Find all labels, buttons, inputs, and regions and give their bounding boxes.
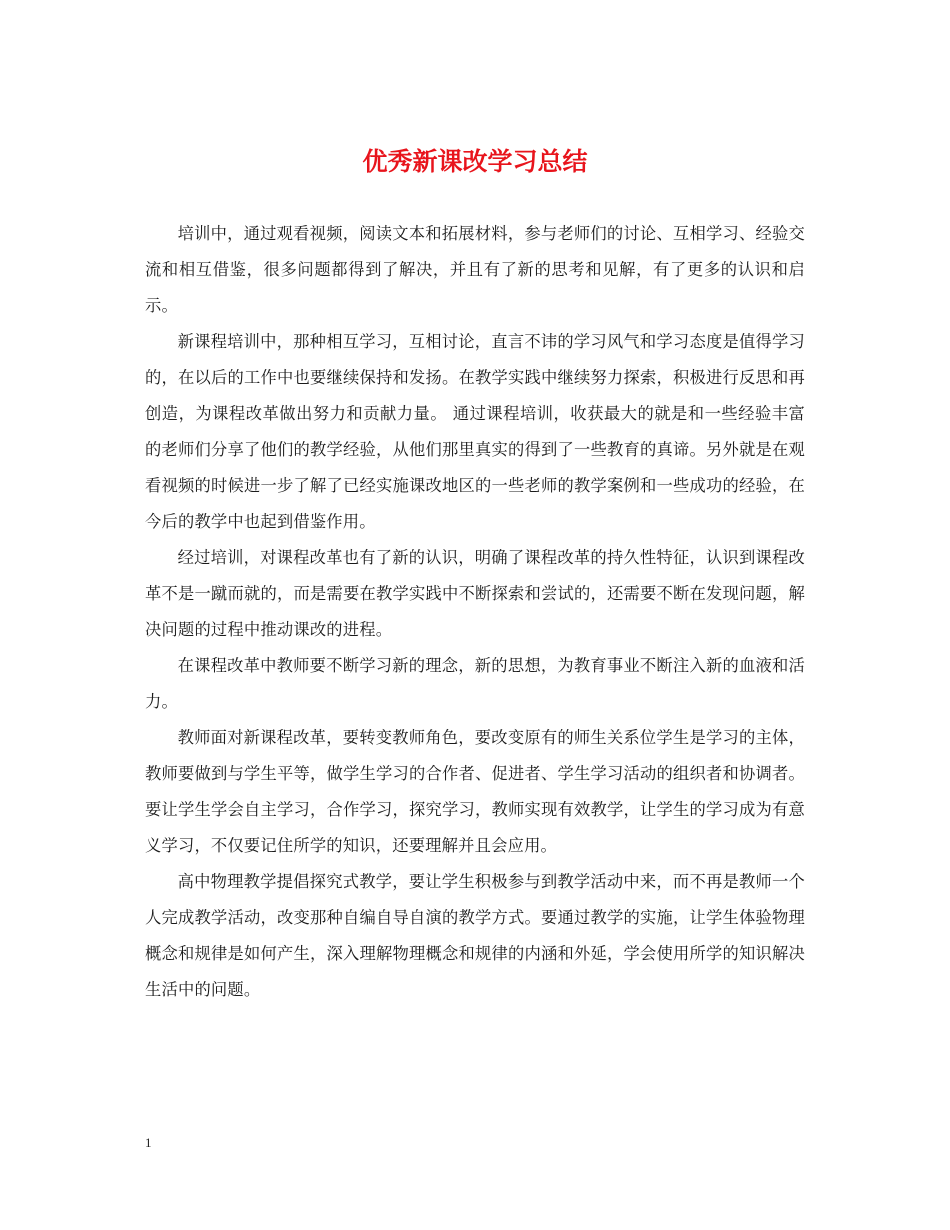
paragraph: 在课程改革中教师要不断学习新的理念，新的思想，为教育事业不断注入新的血液和活力。 bbox=[145, 656, 805, 711]
paragraph: 教师面对新课程改革，要转变教师角色，要改变原有的师生关系位学生是学习的主体，教师要做到与学生平等，做学生学习的合作者、促进者、学生学习活动的组织者和协调者。要让学生学会自主学习，合作学习，探究学习，教师实现有效教学，让学生的学习成为有意义学习，不仅要记住所学的知识，还要理解并且会应用。 bbox=[145, 728, 805, 855]
paragraph: 经过培训，对课程改革也有了新的认识，明确了课程改革的持久性特征，认识到课程改革不是一蹴而就的，而是需要在教学实践中不断探索和尝试的，还需要不断在发现问题，解决问题的过程中推动课改的进程。 bbox=[145, 548, 805, 639]
paragraph: 高中物理教学提倡探究式教学，要让学生积极参与到教学活动中来，而不再是教师一个人完成教学活动，改变那种自编自导自演的教学方式。要通过教学的实施，让学生体验物理概念和规律是如何产生，深入理解物理概念和规律的内涵和外延，学会使用所学的知识解决生活中的问题。 bbox=[145, 872, 805, 999]
page-number: 1 bbox=[145, 1135, 152, 1150]
document-body bbox=[145, 216, 805, 1008]
paragraph: 培训中，通过观看视频，阅读文本和拓展材料，参与老师们的讨论、互相学习、经验交流和相互借鉴，很多问题都得到了解决，并且有了新的思考和见解，有了更多的认识和启示。 bbox=[145, 224, 805, 315]
paragraph: 新课程培训中，那种相互学习，互相讨论，直言不讳的学习风气和学习态度是值得学习的，在以后的工作中也要继续保持和发扬。在教学实践中继续努力探索，积极进行反思和再创造，为课程改革做出努力和贡献力量。 通过课程培训，收获最大的就是和一些经验丰富的老师们分享了他们的教学经验，从他们那里真实的得到了一些教育的真谛。另外就是在观看视频的时候进一步了解了已经实施课改地区的一些老师的教学案例和一些成功的经验，在今后的教学中也起到借鉴作用。 bbox=[145, 332, 805, 531]
document-title: 优秀新课改学习总结 bbox=[362, 147, 588, 176]
